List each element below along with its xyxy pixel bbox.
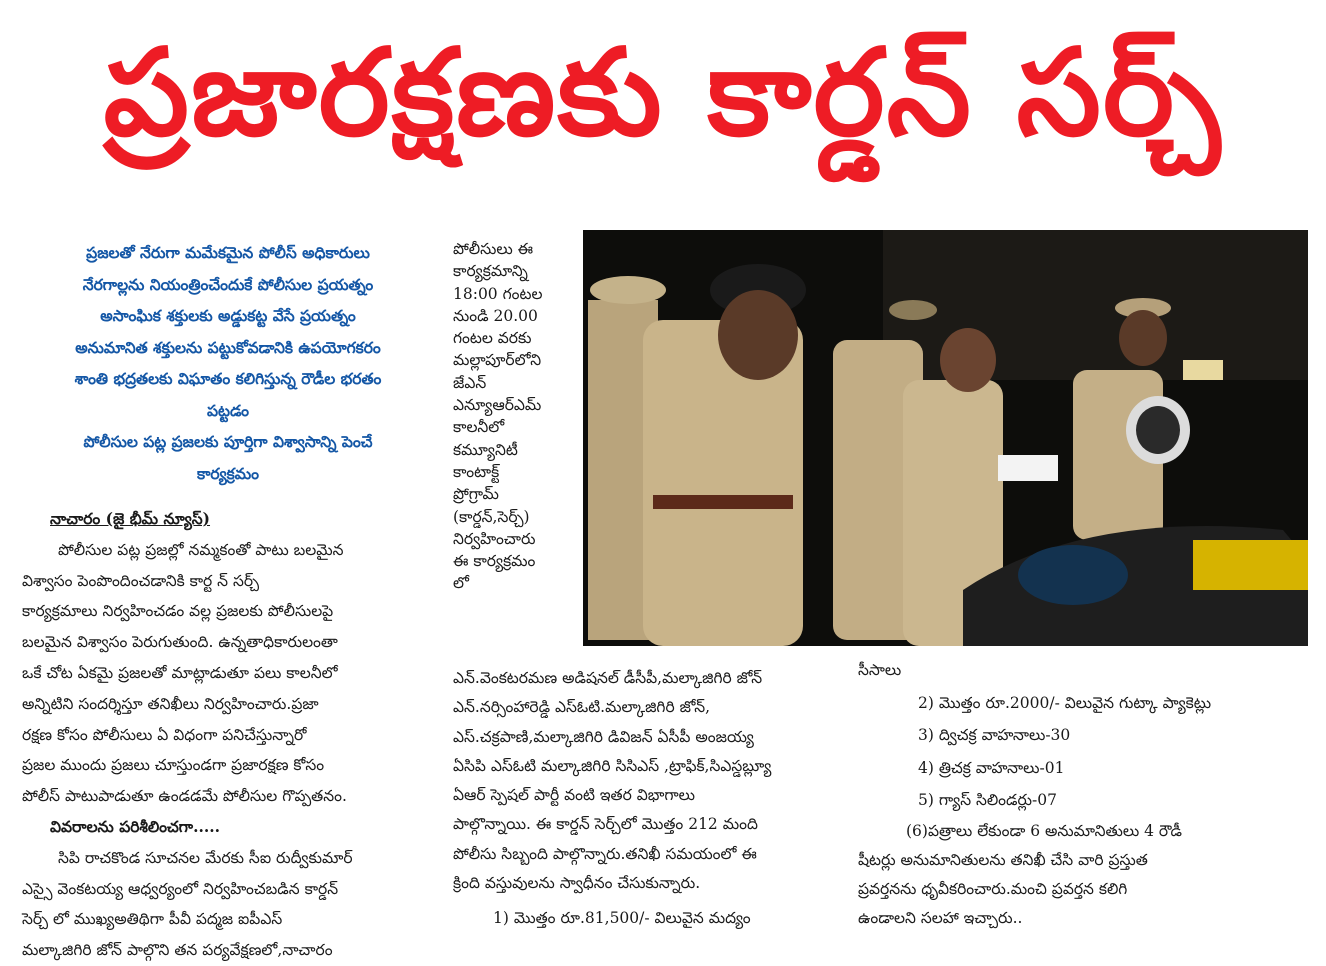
body-line: నుండి 20.00 (453, 306, 538, 325)
body-line: ఎన్యూఆర్ఎమ్ (453, 396, 542, 415)
highlight-line: పోలీసుల పట్ల ప్రజలకు పూర్తిగా విశ్వాసాన్ని పెంచే (83, 433, 373, 451)
body-line: ఎన్.వెంకటరమణ అడిషనల్ డీసీపీ,మల్కాజిగిరి జోన్ (453, 669, 763, 687)
body-line: సీసాలు (858, 661, 902, 679)
body-line: కార్యక్రమాలు నిర్వహించడం వల్ల ప్రజలకు పోలీసులపై (22, 602, 334, 621)
body-line: విశ్వాసం పెంపొందించడానికి కార్ట న్ సర్చ్ (22, 571, 260, 590)
highlight-line: నేరగాల్లను నియంత్రించేందుకే పోలీసుల ప్రయత్నం (82, 275, 374, 294)
body-line: మల్లాపూర్‌లోని (453, 351, 542, 370)
body-line: 18:00 గంటల (453, 284, 543, 303)
body-line: సిపి రాచకొండ సూచనల మేరకు సీఐ రుద్వీకుమార్ (58, 848, 353, 867)
article-column-4 (858, 654, 1308, 933)
body-line: షీటర్లు అనుమానితులను తనిఖీ చేసి వారి ప్రస్తుత (858, 850, 1148, 869)
body-line: ఏఆర్ స్పెషల్ పార్టీ వంటి ఇతర విభాగాలు (453, 786, 695, 805)
body-line: కార్యక్రమాన్ని (453, 262, 528, 281)
body-line: సెర్చ్ లో ముఖ్యఅతిథిగా పీవీ పద్మజ ఐపీఎస్ (22, 910, 283, 929)
body-line: పోలీసు సిబ్బంది పాల్గొన్నారు.తనిఖీ సమయంలో ఈ (453, 844, 757, 863)
dateline: నాచారం (జై భీమ్ న్యూస్) (50, 509, 211, 528)
police-officers-photo (583, 230, 1308, 646)
body-line: కాలనీలో (453, 418, 505, 437)
body-line: జేఎన్ (453, 373, 487, 392)
subheading: వివరాలను పరిశీలించగా..... (50, 816, 221, 836)
highlights-box (18, 238, 438, 490)
highlight-line: ప్రజలతో నేరుగా మమేకమైన పోలీస్ అధికారులు (86, 244, 370, 262)
highlight-line: కార్యక్రమం (196, 464, 260, 483)
headline: ప్రజారక్షణకు కార్డన్ సర్చ్ (103, 24, 1223, 163)
body-line: నిర్వహించారు (453, 529, 536, 548)
body-line: ఏసిపి ఎస్ఓటి మల్కాజిగిరి సిసిఎస్ ,ట్రాఫిక్,సిఎస్డబ్ల్యూ (453, 756, 772, 775)
body-line: ప్రవర్తనను ధృవీకరించారు.మంచి ప్రవర్తన కలిగి (858, 879, 1128, 898)
body-line: ప్రజల ముందు ప్రజలు చూస్తుండగా ప్రజారక్షణ కోసం (22, 756, 325, 775)
body-line: పోలీసులు ఈ (453, 240, 534, 258)
highlight-line: అనుమానిత శక్తులను పట్టుకోవడానికి ఉపయోగకరం (75, 338, 381, 357)
body-line: ఉండాలని సలహా ఇచ్చారు.. (858, 908, 1023, 927)
headline-banner (10, 6, 1316, 206)
body-line: ఎస్.చక్రపాణి,మల్కాజిగిరి డివిజన్ ఏసీపీ అంజయ్య (453, 727, 754, 746)
body-line: అన్నిటిని సందర్శిస్తూ తనిఖీలు నిర్వహించారు.ప్రజా (22, 694, 319, 713)
body-line: గంటల వరకు (453, 329, 532, 348)
seized-item: 3) ద్విచక్ర వాహనాలు-30 (918, 726, 1071, 744)
article-column-3 (453, 664, 858, 934)
body-line: లో (453, 574, 469, 593)
body-line: ఈ కార్యక్రమం (453, 552, 536, 571)
body-line: పాల్గొన్నాయి. ఈ కార్డన్ సెర్చ్‌లో మొత్తం 212 మంది (453, 815, 758, 834)
body-line: బలమైన విశ్వాసం పెరుగుతుంది. ఉన్నతాధికారులంతా (22, 633, 338, 652)
body-line: కమ్యూనిటీ (453, 440, 518, 459)
seized-item: 2) మొత్తం రూ.2000/- విలువైన గుట్కా ప్యాకెట్లు (918, 693, 1212, 712)
body-line: పోలీసుల పట్ల ప్రజల్లో నమ్మకంతో పాటు బలమైన (58, 540, 344, 559)
body-line: క్రింది వస్తువులను స్వాధీనం చేసుకున్నారు. (453, 874, 701, 893)
photo-illustration (583, 230, 1308, 646)
article-column-2 (453, 238, 579, 595)
body-line: ఒకే చోట ఏకమై ప్రజలతో మాట్లాడుతూ పలు కాలనీలో (22, 663, 338, 682)
seized-item: 5) గ్యాస్ సిలిండర్లు-07 (918, 791, 1057, 809)
body-line: మల్కాజిగిరి జోన్ పాల్గొని తన పర్యవేక్షణలో,నాచారం (22, 941, 333, 960)
body-line: ఎన్.నర్సింహారెడ్డి ఎస్ఓటి.మల్కాజిగిరి జోన్, (453, 698, 711, 717)
highlight-line: అసాంఘిక శక్తులకు అడ్డుకట్ట వేసే ప్రయత్నం (100, 307, 356, 325)
body-line: (6)పత్రాలు లేకుండా 6 అనుమానితులు 4 రౌడీ (906, 821, 1182, 840)
article-column-1 (22, 504, 442, 966)
body-line: పోలీస్ పాటుపాడుతూ ఉండడమే పోలీసుల గొప్పతనం. (22, 787, 347, 806)
highlight-line: శాంతి భద్రతలకు విఘాతం కలిగిస్తున్న రౌడీల భరతం (74, 370, 382, 388)
body-line: కాంటాక్ట్ (453, 462, 500, 481)
highlight-line: పట్టడం (206, 401, 250, 420)
body-line: (కార్డన్,సెర్చ్) (453, 507, 530, 526)
body-line: ప్రోగ్రామ్ (453, 485, 499, 504)
seized-item: 4) త్రిచక్ర వాహనాలు-01 (918, 758, 1065, 777)
body-line: రక్షణ కోసం పోలీసులు ఏ విధంగా పనిచేస్తున్నారో (22, 725, 307, 744)
seized-item: 1) మొత్తం రూ.81,500/- విలువైన మద్యం (493, 909, 751, 928)
body-line: ఎస్సై వెంకటయ్య ఆధ్వర్యంలో నిర్వహించబడిన కార్డన్ (22, 879, 339, 898)
